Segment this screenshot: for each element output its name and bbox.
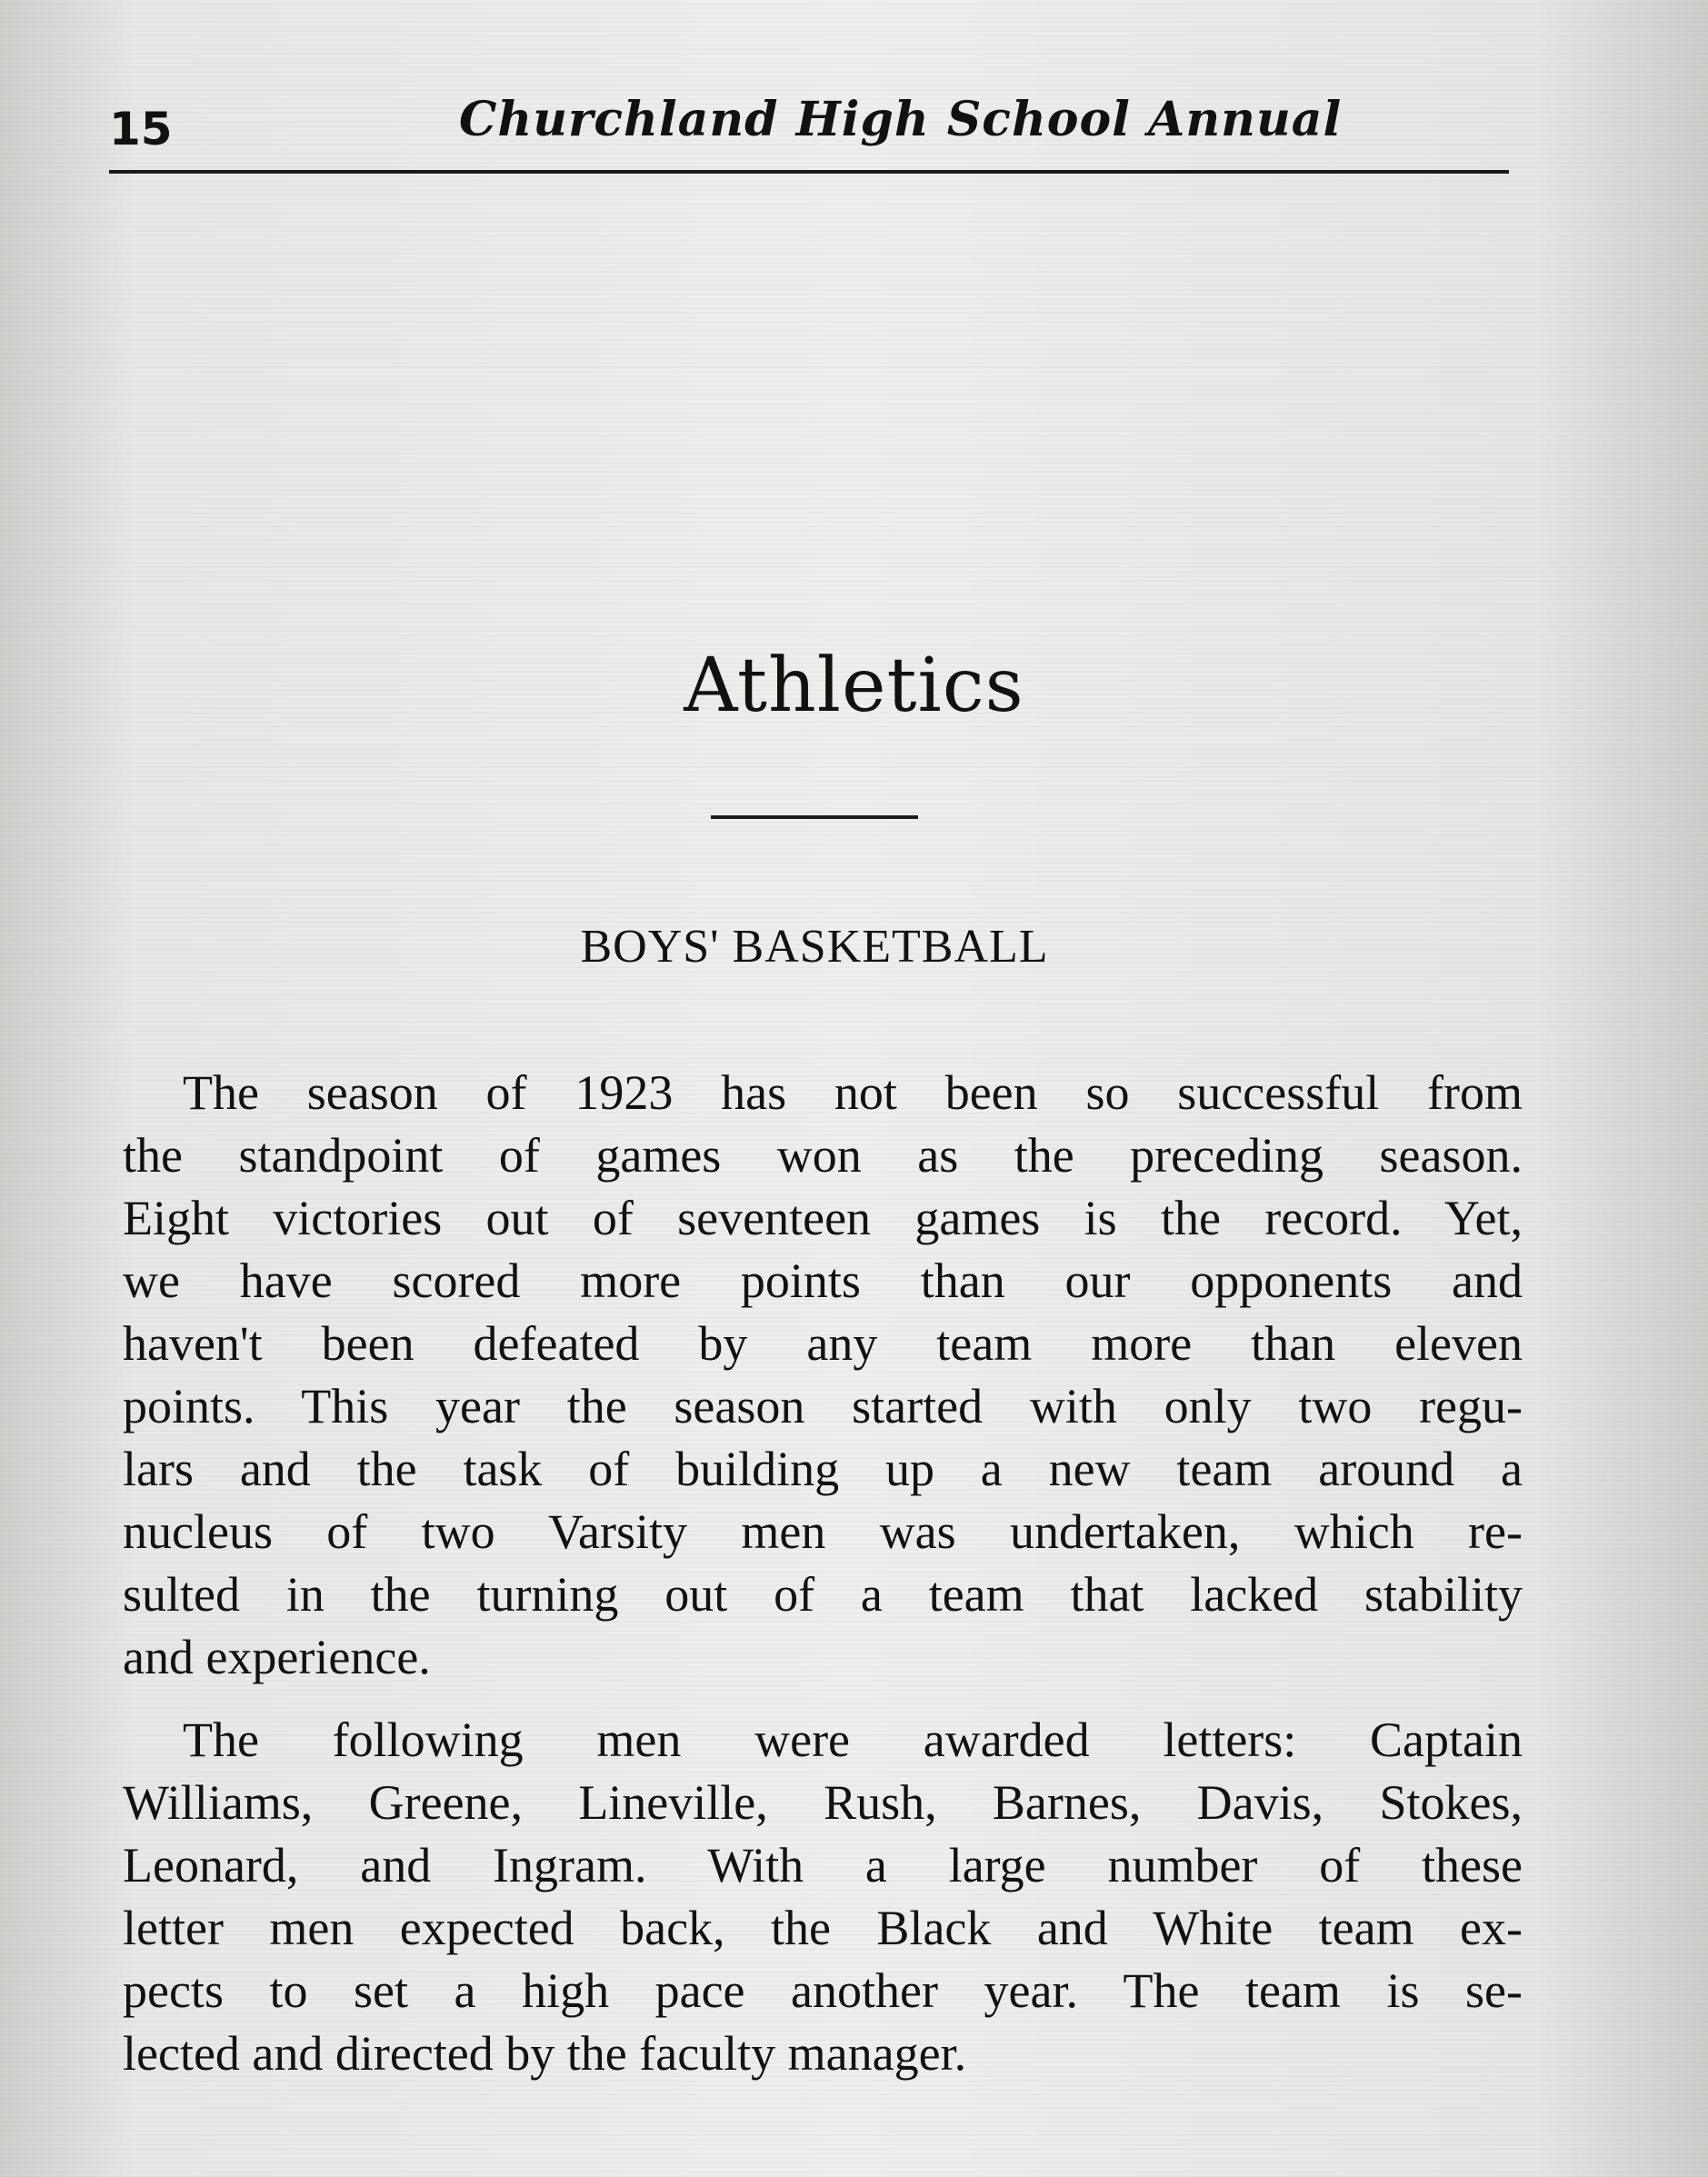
section-title: Athletics [684, 643, 1024, 729]
text-line: The season of 1923 has not been so successful from [183, 1065, 1523, 1120]
text-line: Eight victories out of seventeen games is the record. Yet, [123, 1191, 1523, 1245]
article-body [123, 1062, 1523, 2105]
text-line: the standpoint of games won as the preceding season. [123, 1128, 1523, 1183]
text-line: Leonard, and Ingram. With a large number of these [123, 1838, 1523, 1892]
title-divider [711, 815, 918, 819]
text-line: we have scored more points than our opponents and [123, 1253, 1523, 1308]
text-line: points. This year the season started with only two regu- [123, 1379, 1523, 1433]
text-line: Williams, Greene, Lineville, Rush, Barnes, Davis, Stokes, [123, 1775, 1523, 1830]
paragraph-1 [123, 1062, 1523, 1689]
text-line: nucleus of two Varsity men was undertaken, which re- [123, 1504, 1523, 1559]
text-line: letter men expected back, the Black and White team ex- [123, 1901, 1523, 1955]
subheading: BOYS' BASKETBALL [580, 921, 1049, 973]
text-line: lars and the task of building up a new team around a [123, 1442, 1523, 1496]
text-line: pects to set a high pace another year. The team is se- [123, 1963, 1523, 2018]
text-line: haven't been defeated by any team more than eleven [123, 1316, 1523, 1371]
page-number: 15 [109, 103, 173, 155]
text-line: lected and directed by the faculty manager. [123, 2026, 967, 2081]
paragraph-2 [123, 1709, 1523, 2085]
text-line: The following men were awarded letters: Captain [183, 1713, 1523, 1767]
running-title: Churchland High School Annual [459, 92, 1343, 147]
text-line: sulted in the turning out of a team that lacked stability [123, 1567, 1523, 1622]
text-line: and experience. [123, 1630, 431, 1684]
page-header [109, 84, 1509, 174]
